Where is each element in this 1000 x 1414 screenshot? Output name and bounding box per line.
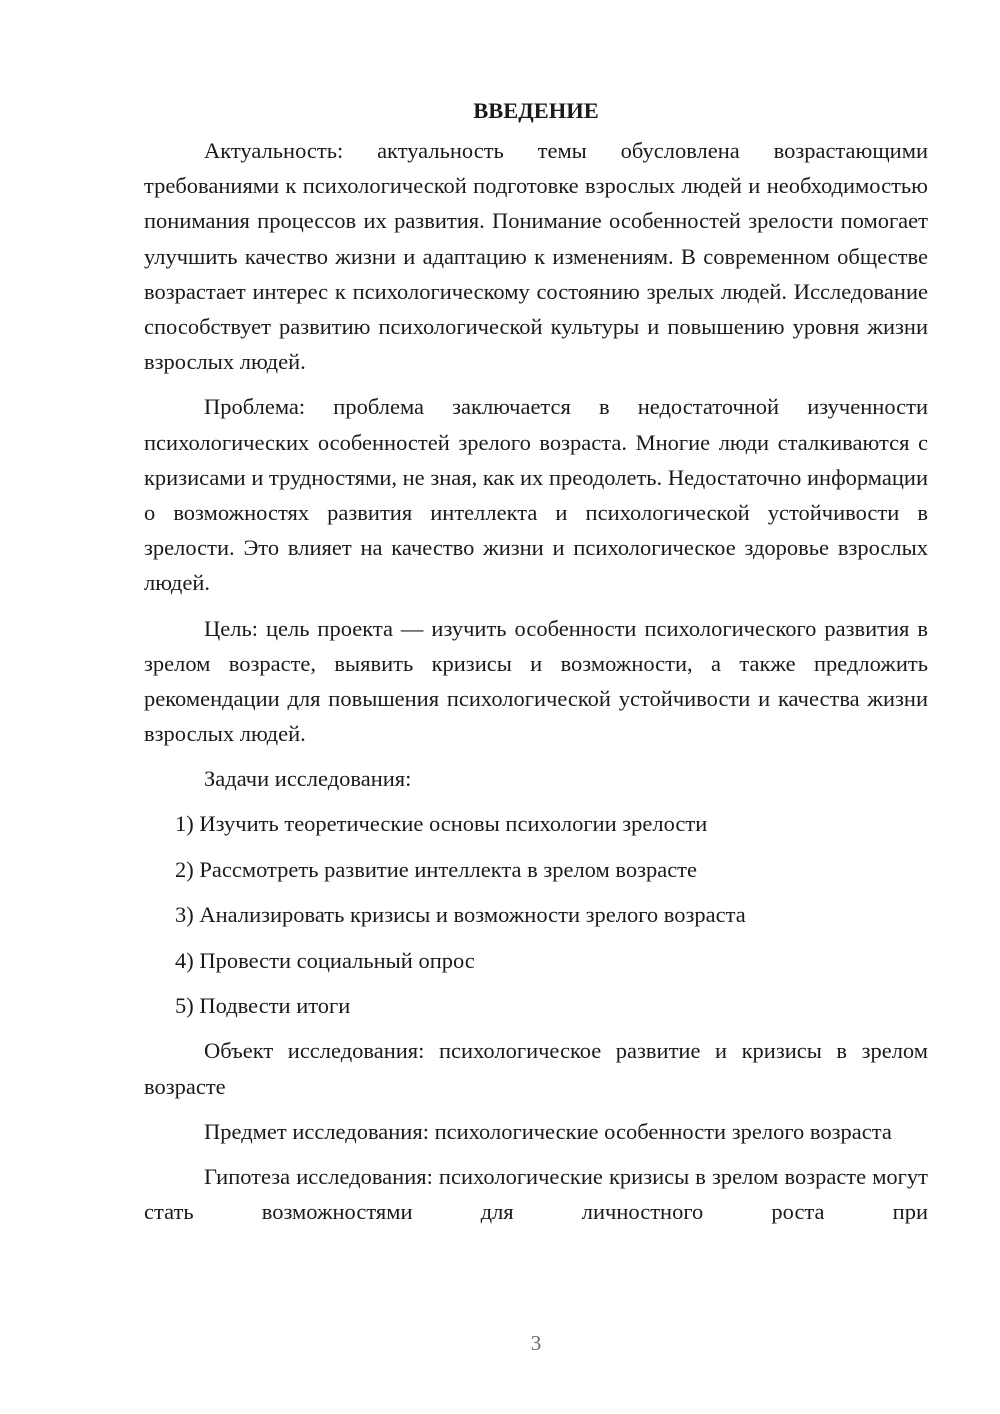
section-title: ВВЕДЕНИЕ: [473, 98, 599, 123]
subject-paragraph: Предмет исследования: психологические особенности зрелого возраста: [204, 1118, 892, 1144]
task-item: 3) Анализировать кризисы и возможности зрелого возраста: [175, 902, 746, 928]
relevance-paragraph: Актуальность: актуальность темы обусловлена возрастающими требованиями к психологической подготовке взрослых людей и необходимостью понимания процессов их развития. Понимание особенностей зрелости помогает улучшить качество жизни и адаптацию к изменениям. В современном обществе возрастает интерес к психологическому состоянию зрелых людей. Исследование способствует развитию психологической культуры и повышению уровня жизни взрослых людей.: [144, 138, 928, 375]
page-number: 3: [530, 1331, 542, 1355]
hypothesis-paragraph: Гипотеза исследования: психологические кризисы в зрелом возрасте могут стать возможностями для личностного роста при: [144, 1164, 928, 1225]
task-item: 4) Провести социальный опрос: [175, 947, 475, 973]
task-item: 5) Подвести итоги: [175, 993, 351, 1019]
page-body: [144, 93, 928, 1229]
problem-paragraph: Проблема: проблема заключается в недостаточной изученности психологических особенностей зрелого возраста. Многие люди сталкиваются с кризисами и трудностями, не зная, как их преодолеть. Недостаточно информации о возможностях развития интеллекта и психологической устойчивости в зрелости. Это влияет на качество жизни и психологическое здоровье взрослых людей.: [144, 394, 928, 596]
object-paragraph: Объект исследования: психологическое развитие и кризисы в зрелом возрасте: [144, 1038, 928, 1099]
goal-paragraph: Цель: цель проекта — изучить особенности психологического развития в зрелом возрасте, выявить кризисы и возможности, а также предложить рекомендации для повышения психологической устойчивости и качества жизни взрослых людей.: [144, 615, 928, 747]
task-item: 2) Рассмотреть развитие интеллекта в зрелом возрасте: [175, 856, 698, 882]
tasks-list: [144, 806, 928, 1033]
task-item: 1) Изучить теоретические основы психологии зрелости: [175, 811, 708, 837]
tasks-heading: Задачи исследования:: [204, 766, 412, 792]
